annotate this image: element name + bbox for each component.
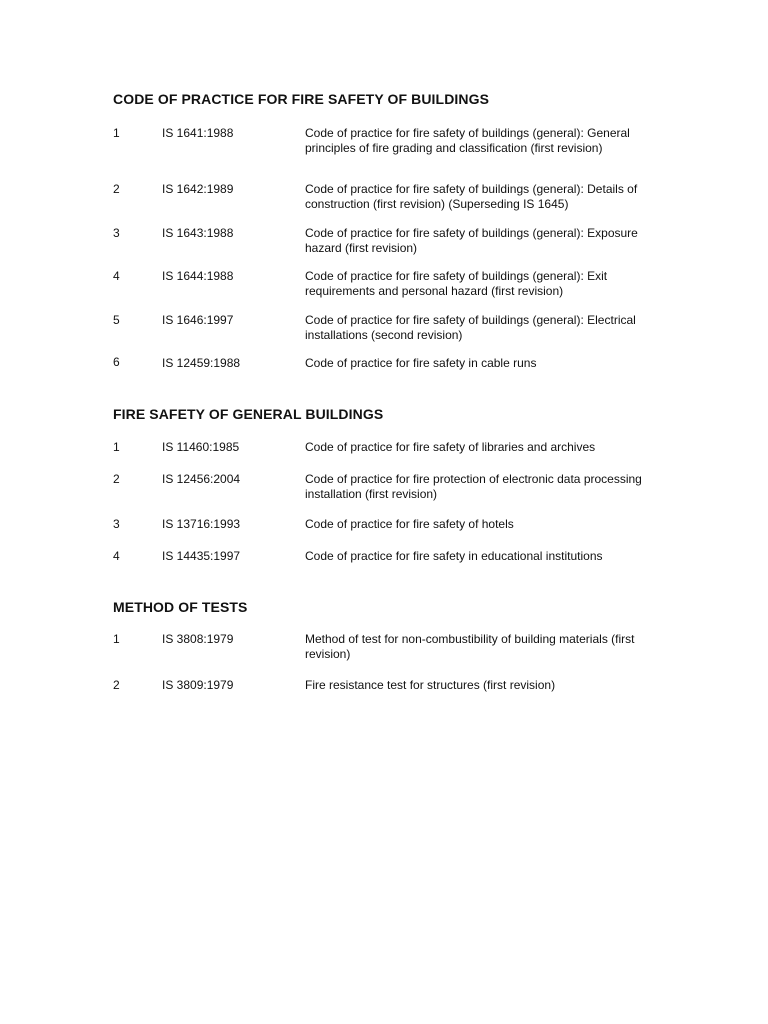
item-number: 3 (113, 517, 120, 531)
section-title: METHOD OF TESTS (113, 599, 248, 615)
standard-description: Code of practice for fire safety of buildings (general): Details of construction (first revision) (Superseding IS 1645) (305, 182, 638, 211)
item-number: 1 (113, 632, 120, 646)
item-number: 4 (113, 549, 120, 563)
standard-code: IS 12456:2004 (162, 472, 241, 486)
item-number: 1 (113, 126, 120, 140)
standard-description: Code of practice for fire safety in educational institutions (305, 549, 603, 563)
standard-description: Code of practice for fire safety in cable runs (305, 356, 537, 370)
item-number: 5 (113, 313, 120, 327)
standard-description: Code of practice for fire safety of buildings (general): General principles of fire grading and classification (first revision) (305, 126, 630, 155)
item-number: 3 (113, 226, 120, 240)
item-number: 2 (113, 182, 120, 196)
standard-description: Fire resistance test for structures (first revision) (305, 678, 556, 692)
item-number: 4 (113, 269, 120, 283)
standard-code: IS 14435:1997 (162, 549, 241, 563)
standard-code: IS 11460:1985 (162, 440, 240, 454)
standard-description: Method of test for non-combustibility of building materials (first revision) (305, 632, 635, 661)
standard-description: Code of practice for fire safety of buildings (general): Exposure hazard (first revision) (305, 226, 638, 255)
standard-description: Code of practice for fire safety of buildings (general): Exit requirements and personal hazard (first revision) (305, 269, 608, 298)
item-number: 1 (113, 440, 120, 454)
item-number: 6 (113, 355, 120, 369)
standard-code: IS 13716:1993 (162, 517, 241, 531)
standard-code: IS 3808:1979 (162, 632, 234, 646)
section-title: CODE OF PRACTICE FOR FIRE SAFETY OF BUILDINGS (113, 91, 490, 107)
standard-description: Code of practice for fire safety of libraries and archives (305, 440, 596, 454)
standard-code: IS 1642:1989 (162, 182, 234, 196)
section-method-of-tests (113, 598, 673, 616)
item-number: 2 (113, 472, 120, 486)
item-number: 2 (113, 678, 120, 692)
section-code-of-practice (113, 90, 673, 108)
standard-description: Code of practice for fire safety of buildings (general): Electrical installations (second revision) (305, 313, 636, 342)
section-general-buildings (113, 405, 673, 423)
standard-code: IS 1641:1988 (162, 126, 234, 140)
standard-code: IS 1646:1997 (162, 313, 234, 327)
standard-code: IS 3809:1979 (162, 678, 234, 692)
standard-code: IS 1644:1988 (162, 269, 234, 283)
standard-code: IS 1643:1988 (162, 226, 234, 240)
standard-code: IS 12459:1988 (162, 356, 241, 370)
standard-description: Code of practice for fire protection of electronic data processing installation (first revision) (305, 472, 642, 501)
standard-description: Code of practice for fire safety of hotels (305, 517, 514, 531)
section-title: FIRE SAFETY OF GENERAL BUILDINGS (113, 406, 384, 422)
